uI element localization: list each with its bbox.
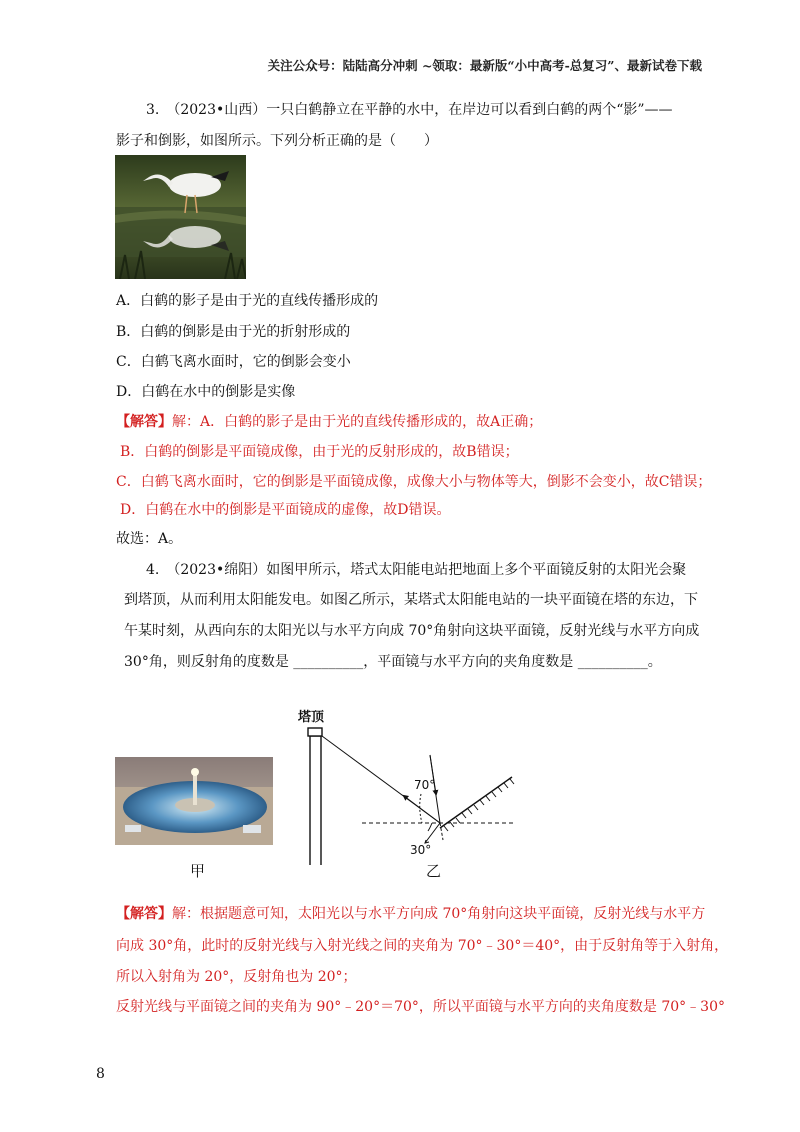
q4-answer-tag: 【解答】 [116,906,172,922]
page-number: 8 [96,1066,105,1082]
q3-option-a: A．白鹤的影子是由于光的直线传播形成的 [116,293,379,309]
q4-stem-line1: 4. （2023•绵阳）如图甲所示，塔式太阳能电站把地面上多个平面镜反射的太阳光会聚 [146,562,687,578]
q3-answer-text1: 解：A．白鹤的影子是由于光的直线传播形成的，故A正确； [172,414,543,430]
q4-answer-line4: 反射光线与平面镜之间的夹角为 90°﹣20°＝70°，所以平面镜与水平方向的夹角度数是 70°﹣30° [116,999,725,1015]
q4-answer-line1 [116,904,705,924]
q3-stem-line2: 影子和倒影，如图所示。下列分析正确的是（ ） [116,133,438,149]
q4-answer-line2: 向成 30°角，此时的反射光线与入射光线之间的夹角为 70°﹣30°＝40°，由于反射角等于入射角， [116,938,729,954]
reflected-ray-arrow [404,796,440,823]
q3-choice: 故选：A。 [116,531,183,547]
tower-pole [310,736,321,865]
mirror-surface [440,777,512,828]
tower-top [308,728,322,736]
secondary-ray [425,823,440,843]
q3-answer-tag: 【解答】 [116,414,172,430]
q4-answer-text1: 解：根据题意可知，太阳光以与水平方向成 70°角射向这块平面镜，反射光线与水平方 [172,906,706,922]
q3-answer-line1 [116,412,542,432]
q4-stem-line2: 到塔顶，从而利用太阳能发电。如图乙所示，某塔式太阳能电站的一块平面镜在塔的东边，下 [124,592,698,608]
angle-70-label: 70° [414,778,436,792]
q3-answer-line4: D．白鹤在水中的倒影是平面镜成的虚像，故D错误。 [120,502,451,518]
q3-option-d: D．白鹤在水中的倒影是实像 [116,384,296,400]
q3-option-c: C．白鹤飞离水面时，它的倒影会变小 [116,354,351,370]
q3-stem-line1: 3. （2023•山西）一只白鹤静立在平静的水中，在岸边可以看到白鹤的两个“影”—— [146,102,673,118]
q4-stem-line3: 午某时刻，从西向东的太阳光以与水平方向成 70°角射向这块平面镜，反射光线与水平方向成 [124,623,700,639]
figure-jia-caption: 甲 [190,862,206,880]
tower [308,728,322,865]
q4-answer-line3: 所以入射角为 20°，反射角也为 20°； [116,969,357,985]
page-header: 关注公众号：陆陆高分冲刺 ~领取：最新版“小中高考-总复习”、最新试卷下载 [267,58,702,73]
q3-answer-line3: C．白鹤飞离水面时，它的倒影是平面镜成像，成像大小与物体等大，倒影不会变小，故C错误； [116,474,712,490]
q4-stem-line4: 30°角，则反射角的度数是 __________，平面镜与水平方向的夹角度数是 __________。 [124,654,662,670]
q3-answer-line2: B．白鹤的倒影是平面镜成像，由于光的反射形成的，故B错误； [120,444,519,460]
crane-photo [115,155,246,279]
reflection-diagram [290,700,530,865]
angle-30-label: 30° [410,843,432,857]
angle-arc-30 [428,823,432,831]
solar-tower-photo [115,757,273,845]
q3-option-b: B．白鹤的倒影是由于光的折射形成的 [116,324,351,340]
tower-top-label: 塔顶 [298,710,325,725]
figure-yi-caption: 乙 [426,862,442,880]
